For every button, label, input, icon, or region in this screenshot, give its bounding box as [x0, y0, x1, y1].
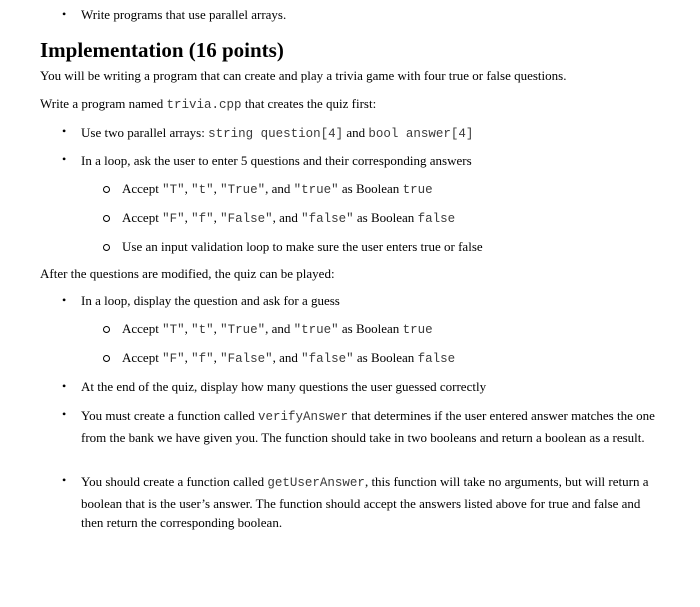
bullet-dot: •: [62, 473, 67, 487]
code-False: "False": [220, 352, 273, 366]
code-false: false: [417, 212, 456, 226]
sub-prefix: Accept: [122, 181, 163, 196]
sep: ,: [184, 210, 192, 225]
create-loop-bullet: In a loop, ask the user to enter 5 questions and their corresponding answers: [81, 153, 472, 168]
sep: ,: [213, 210, 221, 225]
bullet-dot: •: [62, 152, 67, 166]
code-false-str: "false": [301, 352, 354, 366]
sub-bullet-circle: [103, 326, 110, 333]
sub-prefix: Accept: [122, 210, 163, 225]
bullet-dot: •: [62, 124, 67, 138]
bullet-dot: •: [62, 407, 67, 421]
code-F: "F": [162, 352, 185, 366]
top-bullet-text: Write programs that use parallel arrays.: [81, 7, 287, 22]
code-true: true: [402, 323, 433, 337]
sep: as Boolean: [338, 321, 403, 336]
bullet-dot: •: [62, 379, 67, 393]
code-T: "T": [162, 323, 185, 337]
sep: as Boolean: [353, 350, 418, 365]
code-T: "T": [162, 183, 185, 197]
code-t: "t": [191, 323, 214, 337]
play-sub-true: [122, 321, 433, 337]
bullet-dot: •: [62, 293, 67, 307]
sep: , and: [265, 181, 294, 196]
verify-suffix: that determines if the user entered answer matches the one from the bank we have given you. The function should take in two booleans and return a boolean as a result.: [81, 408, 655, 445]
getuser-suffix: , this function will take no arguments, but will return a boolean that is the user’s answer. The function should accept the answers listed above for true and false and then return the corresponding boolean.: [81, 474, 649, 530]
code-false: false: [417, 352, 456, 366]
create-sub-true: [122, 181, 433, 197]
sep: ,: [184, 181, 192, 196]
sub-prefix: Accept: [122, 321, 163, 336]
sep: ,: [213, 181, 221, 196]
sep: ,: [184, 321, 192, 336]
verify-bullet: [81, 406, 656, 447]
section-heading: Implementation (16 points): [40, 38, 284, 62]
sub-bullet-circle: [103, 244, 110, 251]
arrays-mid: and: [343, 125, 369, 140]
sep: , and: [272, 210, 302, 225]
sub-bullet-circle: [103, 186, 110, 193]
bullet-dot: •: [62, 7, 67, 21]
verify-prefix: You must create a function called: [81, 408, 259, 423]
sep: ,: [184, 350, 192, 365]
code-True: "True": [220, 323, 266, 337]
code-true: true: [402, 183, 433, 197]
create-sub-false: [122, 210, 455, 226]
code-True: "True": [220, 183, 266, 197]
sep: as Boolean: [338, 181, 403, 196]
arrays-code-string: string question[4]: [208, 127, 344, 141]
play-sub-false: [122, 350, 455, 366]
code-true-str: "true": [293, 323, 339, 337]
play-loop-bullet: In a loop, display the question and ask for a guess: [81, 293, 340, 308]
getuser-bullet: [81, 472, 656, 533]
code-false-str: "false": [301, 212, 354, 226]
write-program-prefix: Write a program named: [40, 96, 167, 111]
write-program-suffix: that creates the quiz first:: [241, 96, 377, 111]
filename-code: trivia.cpp: [166, 98, 242, 112]
write-program-line: [40, 96, 376, 112]
getuser-prefix: You should create a function called: [81, 474, 268, 489]
after-text: After the questions are modified, the quiz can be played:: [40, 266, 335, 281]
get-user-answer-code: getUserAnswer: [267, 476, 365, 490]
sep: as Boolean: [353, 210, 418, 225]
sep: ,: [213, 321, 221, 336]
arrays-code-bool: bool answer[4]: [368, 127, 474, 141]
sub-prefix: Accept: [122, 350, 163, 365]
code-F: "F": [162, 212, 185, 226]
verify-answer-code: verifyAnswer: [258, 410, 349, 424]
create-sub-validation: Use an input validation loop to make sure the user enters true or false: [122, 239, 483, 254]
arrays-prefix: Use two parallel arrays:: [81, 125, 209, 140]
code-true-str: "true": [293, 183, 339, 197]
intro-text: You will be writing a program that can create and play a trivia game with four true or false questions.: [40, 68, 567, 83]
sep: ,: [213, 350, 221, 365]
sub-bullet-circle: [103, 215, 110, 222]
sep: , and: [265, 321, 294, 336]
code-t: "t": [191, 183, 214, 197]
sub-bullet-circle: [103, 355, 110, 362]
sep: , and: [272, 350, 302, 365]
code-False: "False": [220, 212, 273, 226]
end-quiz-bullet: At the end of the quiz, display how many questions the user guessed correctly: [81, 379, 487, 394]
code-f: "f": [191, 212, 214, 226]
arrays-bullet: [81, 125, 473, 141]
code-f: "f": [191, 352, 214, 366]
